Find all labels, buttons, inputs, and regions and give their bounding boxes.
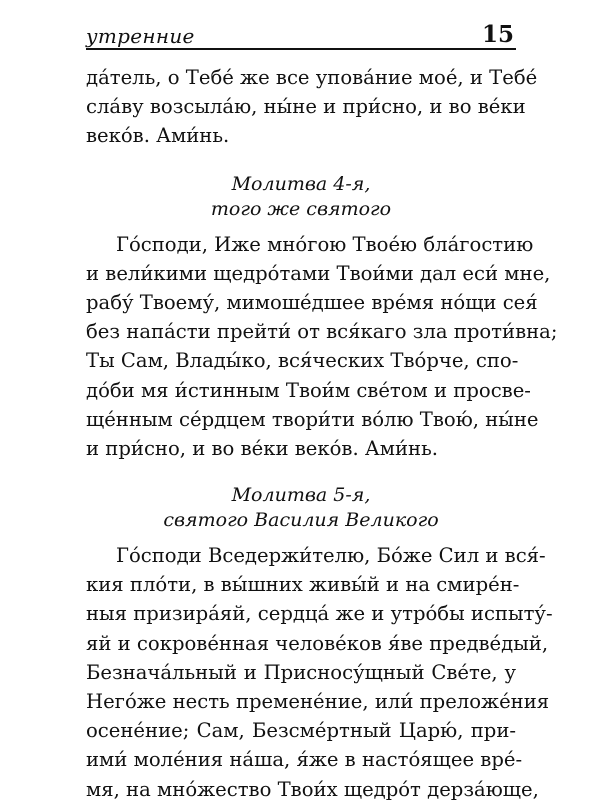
prayer-4-text	[86, 230, 558, 464]
text-line: Него́же несть премене́ние, или́ преложе́ния	[86, 690, 550, 713]
page-number: 15	[481, 21, 514, 48]
text-line: ими́ моле́ния на́ша, я́же в насто́ящее вре́-	[86, 748, 523, 772]
prayer-4-title: Молитва 4-я,	[231, 172, 371, 195]
text-line: мя, на мно́жество Твои́х щедро́т дерза́юще,	[86, 777, 539, 801]
text-line: осене́ние; Сам, Безсме́ртный Царю́, при-	[86, 719, 516, 743]
prayer-4-heading	[86, 172, 516, 222]
text-line: веко́в. Ами́нь.	[86, 124, 230, 148]
text-line: кия пло́ти, в вы́шних живы́й и на смире́н-	[86, 573, 520, 597]
text-line: да́тель, о Тебе́ же все упова́ние мое́, и Тебе́	[86, 66, 538, 89]
text-line: яй и сокрове́нная челове́ков я́ве предве́дый,	[86, 631, 549, 655]
text-line: без напа́сти прейти́ от вся́каго зла проти́вна;	[86, 320, 558, 344]
text-line: ныя призира́яй, сердца́ же и утро́бы испыту́-	[86, 602, 553, 626]
prayer-5-subtitle: святого Василия Великого	[163, 509, 439, 532]
text-line: сла́ву возсыла́ю, ны́не и при́сно, и во ве́ки	[86, 95, 526, 119]
text-line: Го́споди, Иже мно́гою Твое́ю бла́гостию	[116, 232, 534, 256]
text-line: Безнача́льный и Присносу́щный Све́те, у	[86, 660, 516, 684]
prayer-5-heading	[86, 483, 516, 533]
paragraph-continuation	[86, 63, 538, 151]
running-title: утренние	[86, 24, 195, 48]
prayer-5-text	[86, 541, 553, 804]
prayer-4-subtitle: того же святого	[210, 197, 392, 220]
page-content	[86, 63, 558, 804]
prayer-5-title: Молитва 5-я,	[231, 484, 371, 507]
text-line: и при́сно, и во ве́ки веко́в. Ами́нь.	[86, 436, 438, 460]
text-line: до́би мя и́стинным Твои́м све́том и просве-	[86, 378, 531, 402]
text-line: рабу́ Твоему́, мимоше́дшее вре́мя но́щи сея́	[86, 290, 538, 314]
page-header	[86, 14, 516, 50]
text-line: Ты Сам, Влады́ко, вся́ческих Тво́рче, спо-	[86, 349, 519, 373]
text-line: ще́нным се́рдцем твори́ти во́лю Твою́, ны́не	[86, 407, 539, 431]
text-line: Го́споди Вседержи́телю, Бо́же Сил и вся́-	[116, 544, 546, 568]
text-line: и вели́кими щедро́тами Твои́ми дал еси́ мне,	[86, 261, 551, 285]
